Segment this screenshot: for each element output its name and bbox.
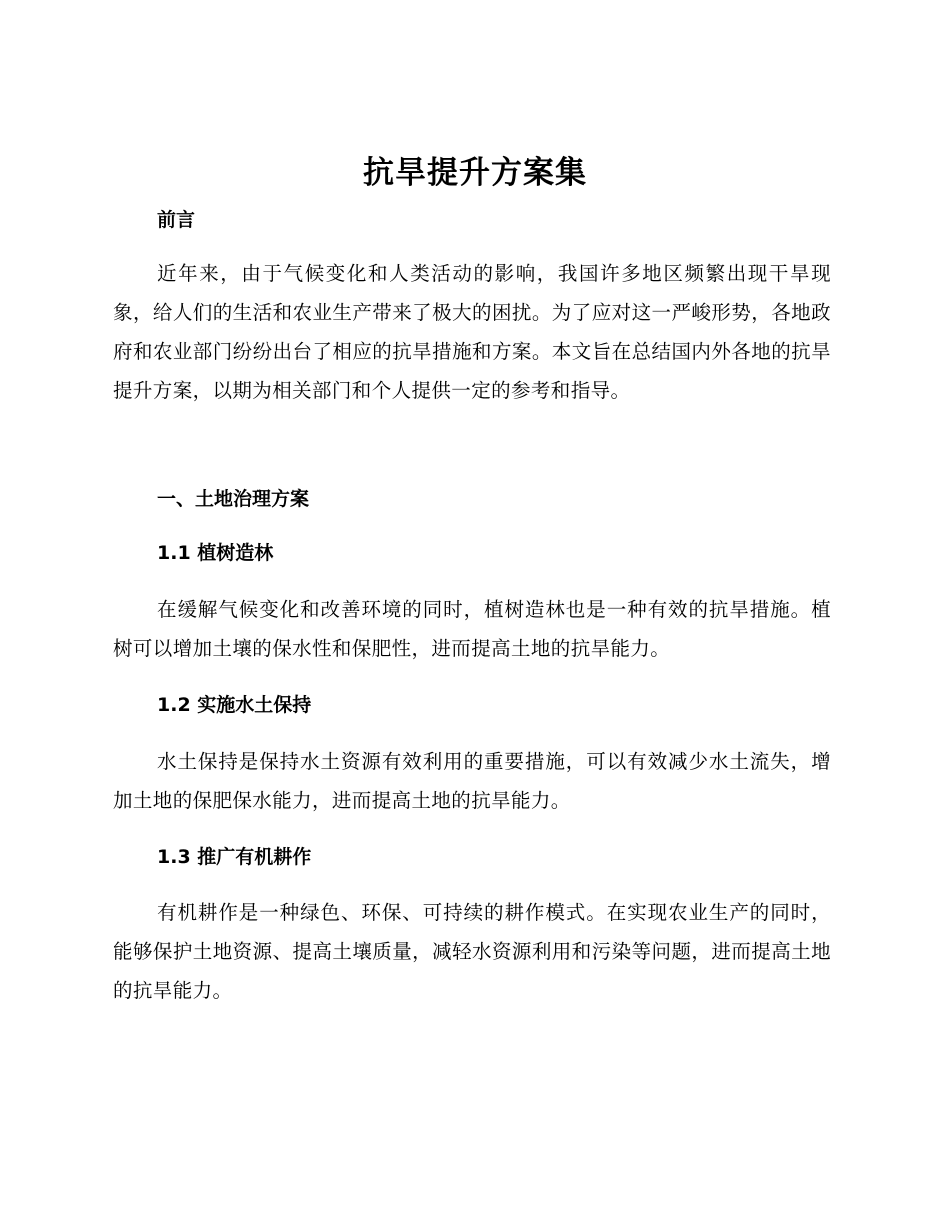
preface-heading: 前言 [157, 209, 196, 231]
section-1-3-heading: 1.3 推广有机耕作 [157, 846, 312, 868]
section-1-2-heading: 1.2 实施水土保持 [157, 694, 312, 716]
preface-paragraph: 近年来，由于气候变化和人类活动的影响，我国许多地区频繁出现干旱现象，给人们的生活和农业生产带来了极大的困扰。为了应对这一严峻形势，各地政府和农业部门纷纷出台了相应的抗旱措施和方案。本文旨在总结国内外各地的抗旱提升方案，以期为相关部门和个人提供一定的参考和指导。 [113, 262, 831, 402]
document-title: 抗旱提升方案集 [363, 155, 587, 191]
section-1-1-paragraph: 在缓解气候变化和改善环境的同时，植树造林也是一种有效的抗旱措施。植树可以增加土壤的保水性和保肥性，进而提高土地的抗旱能力。 [113, 598, 831, 660]
section-1-3-paragraph: 有机耕作是一种绿色、环保、可持续的耕作模式。在实现农业生产的同时，能够保护土地资源、提高土壤质量，减轻水资源利用和污染等问题，进而提高土地的抗旱能力。 [113, 901, 831, 1002]
section-1-1-heading: 1.1 植树造林 [157, 542, 274, 564]
section-1-2-paragraph: 水土保持是保持水土资源有效利用的重要措施，可以有效减少水土流失，增加土地的保肥保水能力，进而提高土地的抗旱能力。 [113, 750, 831, 812]
section-1-heading: 一、土地治理方案 [157, 488, 310, 510]
